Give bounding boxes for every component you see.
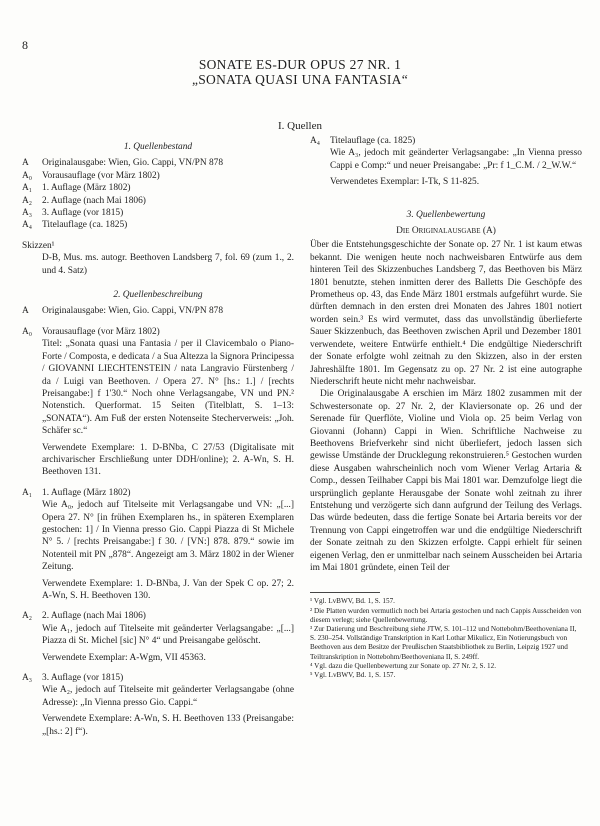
source-siglum: A₁ — [22, 183, 33, 194]
source-desc: 1. Auflage (März 1802) — [42, 487, 131, 498]
source-desc: Titelauflage (ca. 1825) — [42, 220, 128, 231]
source-siglum: A₀ — [22, 170, 33, 181]
footnote: ³ Zur Datierung und Beschreibung siehe JTW, S. 101–112 und Nottebohm/Beethoveniana II, S. 230–254. Vollständige Transkription in Karl Lothar Mikulicz, Ein Notierungsbuch von Beethoven aus dem Besitze der Preußischen Staatsbibliothek zu Berlin, Leipzig 1927 und Teiltranskription in Nottebohm/Beethoveniana II, S. 249ff. — [310, 625, 577, 661]
source-copies: Verwendete Exemplare: A-Wn, S. H. Beethoven 133 (Preisangabe: „[hs.: 2] f“). — [42, 714, 294, 737]
source-siglum: A₄ — [22, 220, 33, 231]
skizzen-text: D-B, Mus. ms. autogr. Beethoven Landsberg 7, fol. 69 (zum 1., 2. und 4. Satz) — [42, 253, 294, 276]
page-subtitle: „SONATA QUASI UNA FANTASIA“ — [191, 72, 409, 87]
source-copies: Verwendete Exemplare: 1. D-BNba, J. Van der Spek C op. 27; 2. A-Wn, S. H. Beethoven 130. — [42, 578, 294, 601]
source-siglum: A₂ — [22, 195, 33, 206]
left-column — [22, 135, 294, 738]
footnote: ¹ Vgl. LvBWV, Bd. 1, S. 157. — [310, 597, 395, 606]
beschreibung-heading: 2. Quellenbeschreibung — [113, 290, 203, 301]
source-desc: 1. Auflage (März 1802) — [42, 183, 131, 194]
source-list-item — [22, 182, 294, 194]
footnote: ⁴ Vgl. dazu die Quellenbewertung zur Sonate op. 27 Nr. 2, S. 12. — [310, 661, 497, 670]
source-desc: 2. Auflage (nach Mai 1806) — [42, 611, 146, 622]
footnote-rule — [310, 592, 380, 593]
source-entry — [22, 305, 294, 317]
section-heading: I. Quellen — [278, 120, 322, 132]
body-paragraph: Über die Entstehungsgeschichte der Sonate op. 27 Nr. 1 ist kaum etwas bekannt. Die wenigen heute noch nachweisbaren Entwürfe aus dem hinteren Teil des Skizzenbuches Landsberg 7, das Beethoven bis März 1801 benutzte, stehen inmitten derer des Balletts Die Geschöpfe des Prometheus op. 43, das Ende März 1801 erstmals aufgeführt wurde. Sie dürften demnach in den ersten drei Monaten des Jahres 1801 notiert worden sein.³ Es wird vermutet, dass das unvollständig überlieferte Sauer Skizzenbuch, das Beethoven zwischen April und Dezember 1801 verwendete, weitere Entwürfe enthielt.⁴ Die endgültige Niederschrift der Sonate erfolgte wohl zeitnah zu den Skizzen, also in der ersten Jahreshälfte 1801. Im Gegensatz zu op. 27 Nr. 2 ist eine autographe Niederschrift heute nicht mehr nachweisbar. — [310, 240, 582, 387]
source-siglum: A₁ — [22, 487, 33, 498]
skizzen-label: Skizzen¹ — [22, 240, 55, 251]
bewertung-heading: 3. Quellenbewertung — [406, 209, 486, 220]
source-siglum: A₃ — [22, 208, 33, 219]
source-list-item — [22, 207, 294, 219]
page-title: SONATE ES-DUR OPUS 27 NR. 1 — [198, 57, 402, 72]
source-siglum: A₀ — [22, 326, 33, 337]
source-desc: 2. Auflage (nach Mai 1806) — [42, 195, 146, 206]
source-desc: 3. Auflage (vor 1815) — [42, 673, 124, 684]
source-body: Titel: „Sonata quasi una Fantasia / per il Clavicembalo o Piano-Forte / Composta, e dedicata / a Sua Altezza la Signora Principessa / GIOVANNI LIECHTENSTEIN / nata Langravio Fürstenberg / da / Luigi van Beethoven. / Opera 27. N° [hs.: 1.] / [rechts Preisangabe:] f 1'30.“ Noch ohne Verlagsangabe, VN und PN.² Notenstich. Querformat. 15 Seiten (Titelblatt, S. 1–13: „SONATA“). Am Fuß der ersten Notenseite Stecherverweis: „Joh. Schäfer sc.“ — [42, 339, 294, 437]
source-entry — [22, 326, 294, 338]
source-copies: Verwendete Exemplare: 1. D-BNba, C 27/53 (Digitalisate mit archivarischer Erschließung unter DDH/online); 2. A-Wn, S. H. Beethoven 131. — [42, 442, 294, 478]
right-column — [310, 135, 582, 680]
source-siglum: A₄ — [310, 136, 321, 146]
source-list-item — [22, 219, 294, 231]
source-entry — [22, 672, 294, 684]
page-number: 8 — [22, 38, 28, 52]
source-siglum: A — [22, 306, 29, 317]
source-desc: Vorausauflage (vor März 1802) — [42, 170, 160, 181]
source-list-item — [22, 157, 294, 169]
source-siglum: A₃ — [22, 673, 33, 684]
source-desc: Originalausgabe: Wien, Gio. Cappi, VN/PN 878 — [42, 158, 224, 169]
bewertung-subheading: Die Originalausgabe (A) — [396, 226, 496, 237]
body-paragraph: Die Originalausgabe A erschien im März 1802 zusammen mit der Schwestersonate op. 27 Nr. 2, der Klaviersonate op. 26 und der Serenade für Querflöte, Violine und Viola op. 25 beim Verlag von Giovanni (Johann) Cappi in Wien. Schriftliche Nachweise zu Beethovens Briefverkehr sind nicht überliefert, jedoch lassen sich gewisse Umstände der Drucklegung rekonstruieren.⁵ Gestochen wurden diese Ausgaben wahrscheinlich noch vom Wiener Verlag Artaria & Comp., dessen Teilhaber Cappi bis Mai 1801 war. Demzufolge liegt die ursprünglich geplante Herausgabe der Sonate wohl zeitnah zu ihrer Entstehung und verzögerte sich dann aufgrund der Teilung des Verlags. Das würde bedeuten, dass die fertige Sonate bei Artaria bereits vor der Trennung von Cappi eingetroffen war und die endgültige Niederschrift der Sonate zeitnah zu den Skizzen erfolgte. Cappi erhielt für seinen eigenen Verlag, den er unmittelbar nach seinem Ausscheiden bei Artaria im Mai 1801 gründete, einen Teil der — [310, 389, 582, 573]
source-entry — [22, 487, 294, 499]
source-siglum: A — [22, 158, 29, 169]
source-body: Wie A₁, jedoch auf Titelseite mit geänderter Verlagsangabe: „[...] Piazza di St. Michel [sic] N° 4“ und Preisangabe gelöscht. — [42, 623, 294, 647]
source-entry — [310, 135, 582, 147]
source-body: Wie A₀, jedoch auf Titelseite mit Verlagsangabe und VN: „[...] Opera 27. N° [in frühen Exemplaren hs., in späteren Exemplaren gestochen: 1] / In Vienna presso Gio. Cappi Piazza di St Michele N° 5. / [rechts Preisangabe:] f 30. / [VN:] 878. 879.“ sowie im Notenteil mit PN „878“. Angezeigt am 3. März 1802 in der Wiener Zeitung. — [42, 500, 294, 573]
footnote: ⁵ Vgl. LvBWV, Bd. 1, S. 157. — [310, 671, 396, 680]
source-list-item — [22, 170, 294, 182]
source-copies: Verwendetes Exemplar: I-Tk, S 11-825. — [330, 177, 480, 188]
source-body: Wie A₂, jedoch auf Titelseite mit geänderter Verlagsangabe (ohne Adresse): „In Vienna presso Gio. Cappi.“ — [42, 685, 294, 708]
source-desc: Titelauflage (ca. 1825) — [330, 136, 416, 146]
source-desc: 3. Auflage (vor 1815) — [42, 208, 124, 219]
source-list-item — [22, 195, 294, 207]
source-siglum: A₂ — [22, 611, 33, 622]
source-desc: Originalausgabe: Wien, Gio. Cappi, VN/PN 878 — [42, 306, 224, 317]
source-body: Wie A₃, jedoch mit geänderter Verlagsangabe: „In Vienna presso Cappi e Comp:“ und neuer Preisangabe: „Pr: f 1_C.M. / 2_W.W.“ — [330, 148, 582, 171]
source-copies: Verwendete Exemplar: A-Wgm, VII 45363. — [42, 652, 206, 663]
footnote: ² Die Platten wurden vermutlich noch bei Artaria gestochen und nach Cappis Ausscheiden von diesem verlegt; siehe Quellenbewertung. — [310, 606, 582, 624]
source-entry — [22, 610, 294, 622]
source-desc: Vorausauflage (vor März 1802) — [42, 326, 160, 337]
bestand-heading: 1. Quellenbestand — [123, 142, 193, 152]
